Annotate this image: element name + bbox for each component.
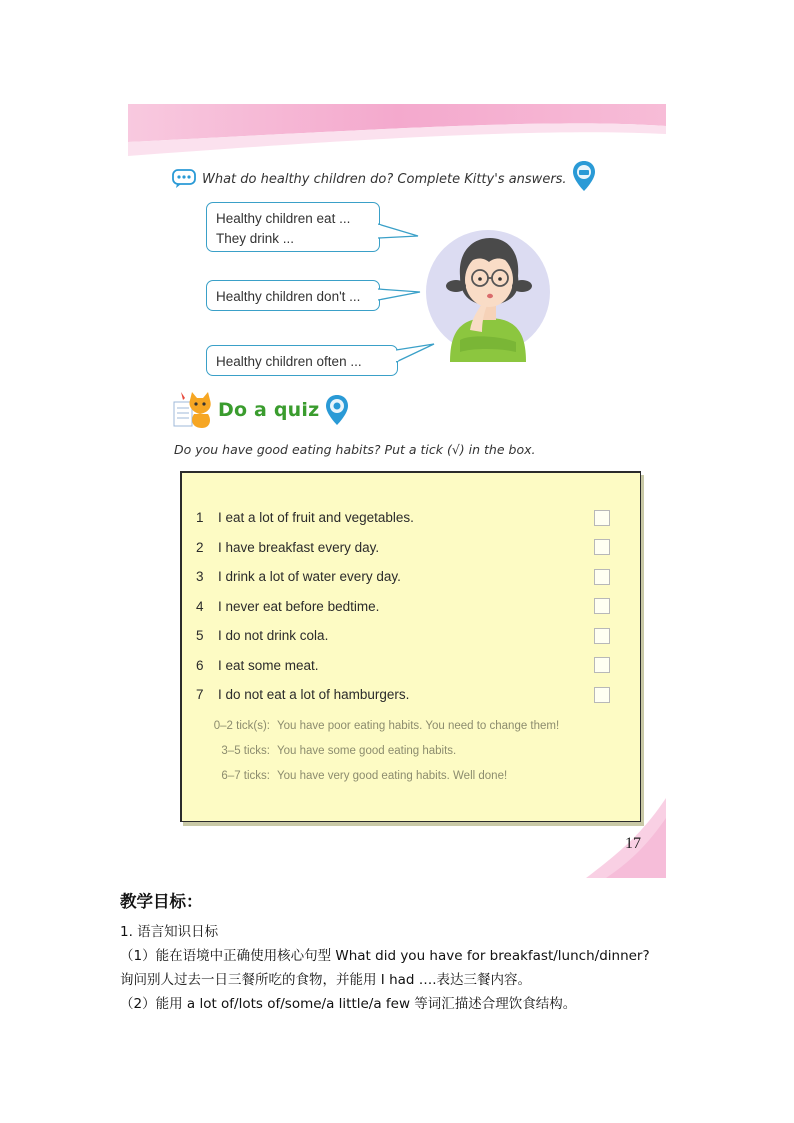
score-row — [198, 713, 559, 738]
tick-box[interactable] — [594, 510, 610, 526]
section-one-instruction: What do healthy children do? Complete Kitty's answers. — [202, 171, 567, 187]
score-row — [198, 763, 559, 788]
quiz-instruction: Do you have good eating habits? Put a tick (√) in the box. — [174, 442, 536, 457]
quiz-item — [196, 621, 414, 651]
bubble-line: Healthy children often ... — [216, 354, 362, 369]
bubble-tail — [378, 222, 420, 242]
tick-box[interactable] — [594, 628, 610, 644]
speech-bubble-often — [206, 345, 398, 376]
score-row — [198, 738, 559, 763]
quiz-item-number: 4 — [196, 598, 204, 614]
score-text: You have poor eating habits. You need to change them! — [277, 719, 560, 732]
score-text: You have some good eating habits. — [277, 744, 457, 757]
quiz-item-text: I eat some meat. — [218, 657, 319, 673]
quiz-item-text: I drink a lot of water every day. — [218, 569, 401, 585]
page-number: 17 — [625, 835, 641, 852]
score-key — [198, 713, 559, 788]
quiz-item — [196, 592, 414, 622]
tick-box[interactable] — [594, 598, 610, 614]
quiz-item-number: 6 — [196, 657, 204, 673]
bubble-line: Healthy children eat ... — [216, 211, 351, 226]
quiz-list — [196, 503, 414, 710]
objectives-heading: 教学目标： — [120, 892, 203, 911]
chat-bubble-icon — [172, 169, 196, 189]
quiz-title: Do a quiz — [218, 399, 320, 421]
bubble-line: Healthy children don't ... — [216, 289, 361, 304]
speech-bubble-dont — [206, 280, 380, 311]
quiz-item-text: I do not eat a lot of hamburgers. — [218, 687, 410, 703]
objectives-line: 询问别人过去一日三餐所吃的食物，并能用 I had ….表达三餐内容。 — [120, 972, 532, 988]
quiz-item-text: I do not drink cola. — [218, 628, 329, 644]
score-range: 6–7 ticks: — [221, 769, 270, 782]
textbook-page-scan — [128, 104, 666, 878]
quiz-item-number: 5 — [196, 628, 204, 644]
girl-illustration — [420, 222, 550, 362]
quiz-item — [196, 533, 414, 563]
cat-mascot-icon — [172, 390, 214, 430]
quiz-item — [196, 680, 414, 710]
tick-box[interactable] — [594, 569, 610, 585]
score-range: 0–2 tick(s): — [213, 719, 270, 732]
quiz-item-number: 3 — [196, 569, 204, 585]
quiz-item-text: I never eat before bedtime. — [218, 598, 380, 614]
location-pin-icon — [572, 160, 596, 192]
objectives-line: 1. 语言知识日标 — [120, 924, 219, 940]
tick-box[interactable] — [594, 539, 610, 555]
bubble-line: They drink ... — [216, 231, 295, 246]
objectives-line: （1）能在语境中正确使用核心句型 What did you have for breakfast/lunch/dinner? — [120, 948, 650, 964]
quiz-item — [196, 503, 414, 533]
quiz-item-number: 7 — [196, 687, 204, 703]
quiz-item-text: I have breakfast every day. — [218, 539, 380, 555]
location-pin-icon — [325, 394, 349, 426]
quiz-item — [196, 651, 414, 681]
quiz-item-number: 1 — [196, 510, 204, 526]
speech-bubble-eat-drink — [206, 202, 380, 252]
tick-box[interactable] — [594, 657, 610, 673]
quiz-item-text: I eat a lot of fruit and vegetables. — [218, 510, 414, 526]
score-range: 3–5 ticks: — [221, 744, 270, 757]
score-text: You have very good eating habits. Well done! — [277, 769, 508, 782]
quiz-item-number: 2 — [196, 539, 204, 555]
objectives-line: （2）能用 a lot of/lots of/some/a little/a few 等词汇描述合理饮食结构。 — [120, 996, 577, 1012]
bubble-tail — [378, 286, 422, 304]
section-one-instruction-row — [172, 166, 567, 192]
quiz-item — [196, 562, 414, 592]
quiz-board — [180, 471, 641, 822]
teaching-objectives — [120, 888, 680, 1016]
tick-box[interactable] — [594, 687, 610, 703]
quiz-header — [172, 390, 349, 430]
